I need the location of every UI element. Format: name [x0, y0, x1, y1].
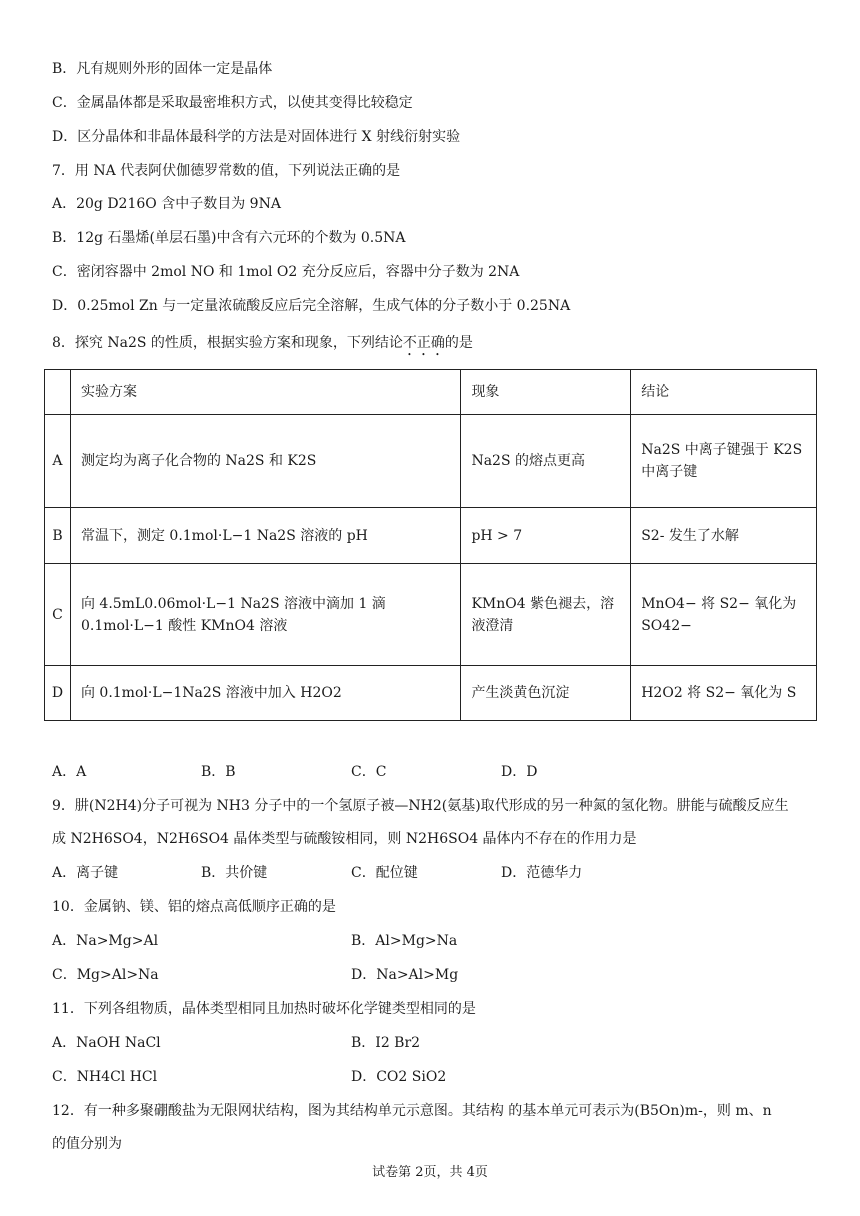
row-conclusion: H2O2 将 S2− 氧化为 S: [631, 666, 817, 721]
row-label: D: [45, 666, 71, 721]
q8-stem-emphasis: 不正确: [402, 335, 445, 351]
q6-option-c: C．金属晶体都是采取最密堆积方式，以使其变得比较稳定: [52, 95, 413, 111]
row-label: C: [45, 564, 71, 666]
table-row: [45, 415, 817, 508]
table-header-label: [45, 370, 71, 415]
row-conclusion: Na2S 中离子键强于 K2S 中离子键: [631, 415, 817, 508]
table-header-row: [45, 370, 817, 415]
option-a: A．离子键: [52, 865, 119, 881]
q7-option-c: C．密闭容器中 2mol NO 和 1mol O2 充分反应后，容器中分子数为 2NA: [52, 264, 520, 280]
row-plan: 测定均为离子化合物的 Na2S 和 K2S: [70, 415, 460, 508]
table-row: [45, 666, 817, 721]
row-phenomenon: pH > 7: [461, 508, 631, 564]
q9-options: [52, 863, 752, 883]
row-conclusion: S2- 发生了水解: [631, 508, 817, 564]
q10-stem: 10．金属钠、镁、铝的熔点高低顺序正确的是: [52, 899, 336, 915]
q9-stem-line1: 9．肼(N2H4)分子可视为 NH3 分子中的一个氢原子被—NH2(氨基)取代形成的另一种氮的氢化物。肼能与硫酸反应生: [52, 798, 789, 814]
option-a: A．Na>Mg>Al: [52, 933, 159, 949]
q8-stem: [52, 333, 473, 359]
option-b: B．I2 Br2: [351, 1035, 421, 1051]
row-conclusion: MnO4− 将 S2− 氧化为 SO42−: [631, 564, 817, 666]
table-row: [45, 564, 817, 666]
table-header-conclusion: 结论: [631, 370, 817, 415]
option-b: B．Al>Mg>Na: [351, 933, 458, 949]
table-header-plan: 实验方案: [70, 370, 460, 415]
row-phenomenon: KMnO4 紫色褪去，溶液澄清: [461, 564, 631, 666]
option-d: D．D: [501, 764, 538, 780]
q10-options-row1: [52, 931, 752, 951]
row-plan: 向 4.5mL0.06mol·L−1 Na2S 溶液中滴加 1 滴 0.1mol·L−1 酸性 KMnO4 溶液: [70, 564, 460, 666]
option-b: B．B: [201, 764, 236, 780]
row-plan: 向 0.1mol·L−1Na2S 溶液中加入 H2O2: [70, 666, 460, 721]
option-c: C．C: [351, 764, 387, 780]
option-b: B．共价键: [201, 865, 268, 881]
q8-options: [52, 762, 752, 782]
q8-stem-post: 的是: [444, 335, 473, 351]
option-c: C．Mg>Al>Na: [52, 967, 159, 983]
page-footer: 试卷第 2页，共 4页: [372, 1165, 488, 1180]
q7-option-b: B．12g 石墨烯(单层石墨)中含有六元环的个数为 0.5NA: [52, 230, 406, 246]
q11-options-row2: [52, 1067, 752, 1087]
q7-option-d: D．0.25mol Zn 与一定量浓硫酸反应后完全溶解，生成气体的分子数小于 0.25NA: [52, 298, 571, 314]
q11-options-row1: [52, 1033, 752, 1053]
q7-stem: 7．用 NA 代表阿伏伽德罗常数的值，下列说法正确的是: [52, 163, 401, 179]
row-plan: 常温下，测定 0.1mol·L−1 Na2S 溶液的 pH: [70, 508, 460, 564]
option-a: A．A: [52, 764, 87, 780]
option-d: D．CO2 SiO2: [351, 1069, 447, 1085]
row-phenomenon: Na2S 的熔点更高: [461, 415, 631, 508]
row-phenomenon: 产生淡黄色沉淀: [461, 666, 631, 721]
row-label: A: [45, 415, 71, 508]
table-header-phenomenon: 现象: [461, 370, 631, 415]
q8-stem-pre: 8．探究 Na2S 的性质，根据实验方案和现象，下列结论: [52, 335, 403, 351]
q9-stem-line2: 成 N2H6SO4，N2H6SO4 晶体类型与硫酸铵相同，则 N2H6SO4 晶体内不存在的作用力是: [52, 831, 637, 847]
q10-options-row2: [52, 965, 752, 985]
q12-stem-line2: 的值分别为: [52, 1136, 122, 1152]
q12-stem-line1: 12．有一种多聚硼酸盐为无限网状结构，图为其结构单元示意图。其结构 的基本单元可表示为(B5On)m-，则 m、n: [52, 1103, 772, 1119]
q6-option-b: B．凡有规则外形的固体一定是晶体: [52, 61, 273, 77]
q6-option-d: D．区分晶体和非晶体最科学的方法是对固体进行 X 射线衍射实验: [52, 129, 461, 145]
q7-option-a: A．20g D216O 含中子数目为 9NA: [52, 196, 281, 212]
option-a: A．NaOH NaCl: [52, 1035, 161, 1051]
option-c: C．配位键: [351, 865, 418, 881]
experiment-table: [44, 369, 817, 721]
table-row: [45, 508, 817, 564]
row-label: B: [45, 508, 71, 564]
q11-stem: 11．下列各组物质，晶体类型相同且加热时破坏化学键类型相同的是: [52, 1001, 476, 1017]
option-d: D．范德华力: [501, 865, 583, 881]
option-d: D．Na>Al>Mg: [351, 967, 459, 983]
option-c: C．NH4Cl HCl: [52, 1069, 158, 1085]
